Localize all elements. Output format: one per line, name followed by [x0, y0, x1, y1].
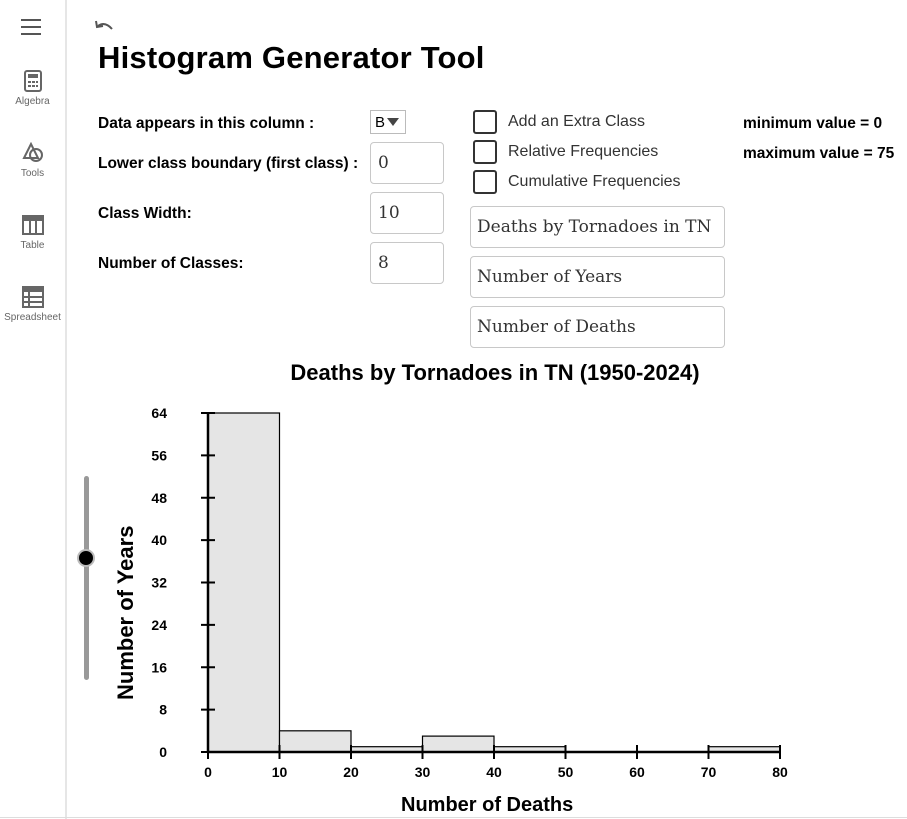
extra-class-label: Add an Extra Class [508, 113, 645, 130]
sidebar-item-label: Table [20, 240, 45, 251]
x-axis-label-input[interactable] [470, 306, 725, 348]
lower-boundary-input[interactable] [370, 142, 444, 184]
column-label: Data appears in this column : [98, 115, 315, 132]
y-tick-label: 56 [151, 447, 167, 464]
y-tick-label: 40 [151, 532, 167, 549]
x-tick-label: 50 [557, 764, 574, 780]
vertical-slider-handle[interactable] [77, 549, 95, 567]
histogram-bar [208, 413, 280, 752]
histogram-bar [494, 747, 566, 752]
num-classes-label: Number of Classes: [98, 255, 244, 272]
checkbox-box[interactable] [473, 110, 497, 134]
column-select[interactable] [370, 110, 406, 134]
histogram-bar [280, 731, 352, 752]
sidebar-item-label: Tools [20, 168, 45, 179]
bottom-divider [0, 817, 907, 818]
cumulative-frequencies-label: Cumulative Frequencies [508, 173, 681, 190]
class-width-input[interactable] [370, 192, 444, 234]
y-tick-label: 64 [151, 405, 167, 421]
x-tick-label: 20 [343, 764, 359, 780]
dropdown-arrow-icon [387, 118, 399, 126]
relative-frequencies-checkbox[interactable] [473, 140, 658, 164]
num-classes-input[interactable] [370, 242, 444, 284]
sidebar [0, 0, 67, 819]
lower-boundary-label: Lower class boundary (first class) : [98, 155, 359, 172]
x-tick-label: 80 [772, 764, 788, 780]
histogram-bar [351, 747, 423, 752]
sidebar-item-label: Algebra [15, 96, 50, 107]
maximum-value-text: maximum value = 75 [743, 145, 895, 162]
x-tick-label: 10 [271, 764, 288, 780]
y-tick-label: 0 [159, 744, 167, 760]
minimum-value-text: minimum value = 0 [743, 115, 883, 132]
y-tick-label: 48 [151, 489, 167, 506]
page-title: Histogram Generator Tool [98, 40, 485, 75]
chart-title: Deaths by Tornadoes in TN (1950-2024) [290, 360, 700, 385]
y-tick-label: 24 [151, 616, 167, 633]
sidebar-item-spreadsheet[interactable] [0, 286, 65, 323]
vertical-slider-track[interactable] [84, 476, 89, 680]
y-axis-title: Number of Years [113, 525, 138, 700]
checkbox-box[interactable] [473, 170, 497, 194]
sidebar-item-tools[interactable] [0, 142, 65, 179]
class-width-label: Class Width: [98, 205, 192, 222]
x-tick-label: 70 [700, 764, 717, 780]
histogram-bar [423, 736, 495, 752]
relative-frequencies-label: Relative Frequencies [508, 143, 659, 160]
checkbox-box[interactable] [473, 140, 497, 164]
y-tick-label: 8 [159, 701, 167, 718]
chart-title-input[interactable] [470, 206, 725, 248]
x-tick-label: 0 [204, 764, 212, 780]
y-tick-label: 32 [151, 574, 167, 591]
x-tick-label: 40 [486, 764, 502, 780]
undo-icon[interactable] [93, 18, 117, 38]
extra-class-checkbox[interactable] [473, 110, 645, 134]
cumulative-frequencies-checkbox[interactable] [473, 170, 681, 194]
calculator-icon [24, 70, 42, 92]
spreadsheet-icon [22, 286, 44, 308]
column-select-value: B [375, 113, 386, 131]
x-axis-title: Number of Deaths [401, 794, 574, 816]
histogram-bar [709, 747, 781, 752]
shapes-icon [22, 142, 44, 164]
x-tick-label: 60 [629, 764, 645, 780]
table-icon [22, 214, 44, 236]
menu-icon[interactable] [21, 18, 41, 36]
y-axis-label-input[interactable] [470, 256, 725, 298]
sidebar-item-table[interactable] [0, 214, 65, 251]
sidebar-item-algebra[interactable] [0, 70, 65, 107]
x-tick-label: 30 [414, 764, 431, 780]
y-tick-label: 16 [151, 659, 167, 676]
sidebar-item-label: Spreadsheet [4, 312, 61, 323]
